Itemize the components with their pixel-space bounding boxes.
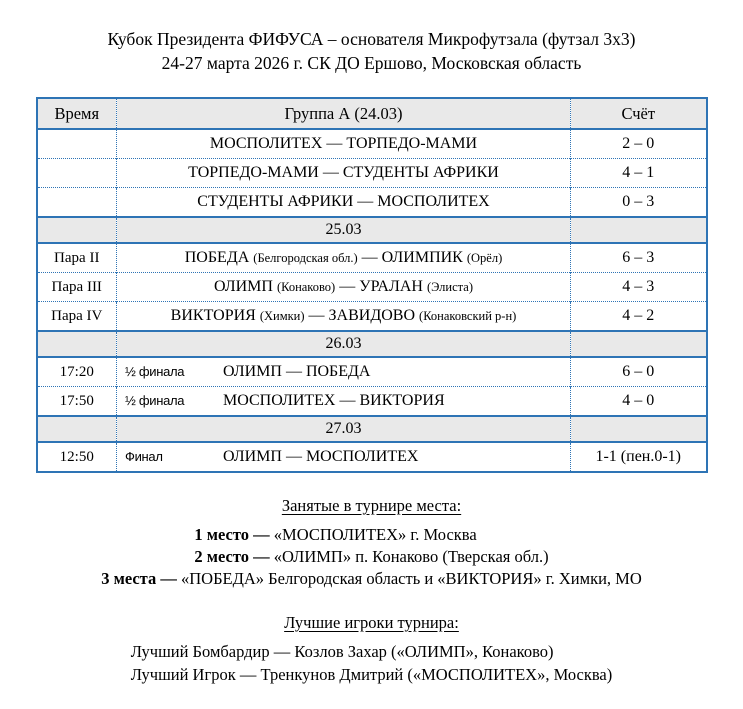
score-cell: 0 – 3 xyxy=(571,188,707,218)
match-location: (Конаково) xyxy=(276,280,336,294)
match-location: (Белгородская обл.) xyxy=(253,251,358,265)
table-header-row xyxy=(37,98,707,129)
score-cell: 4 – 2 xyxy=(571,302,707,332)
time-cell: 17:50 xyxy=(37,387,117,417)
best-players-heading: Лучшие игроки турнира: xyxy=(284,613,459,632)
time-cell: Пара II xyxy=(37,243,117,273)
stage-label: Финал xyxy=(125,449,163,464)
match-teams: ВИКТОРИЯ xyxy=(170,307,260,324)
title-line-2: 24-27 марта 2026 г. СК ДО Ершово, Московская область xyxy=(161,53,582,73)
match-teams: ОЛИМП — ПОБЕДА xyxy=(223,363,371,380)
match-row xyxy=(37,442,707,472)
place-team-text: «ПОБЕДА» Белгородская область и «ВИКТОРИЯ» г. Химки, МО xyxy=(181,569,642,588)
match-cell xyxy=(117,188,571,218)
time-cell xyxy=(37,416,117,442)
place-line xyxy=(194,524,548,546)
places-top-group xyxy=(194,524,548,568)
time-cell: 17:20 xyxy=(37,357,117,387)
match-row xyxy=(37,243,707,273)
match-teams: ОЛИМП — МОСПОЛИТЕХ xyxy=(223,448,419,465)
match-teams: — УРАЛАН xyxy=(335,278,427,295)
match-teams: СТУДЕНТЫ АФРИКИ — МОСПОЛИТЕХ xyxy=(197,193,490,210)
match-location: (Конаковский р-н) xyxy=(419,309,517,323)
match-cell xyxy=(117,357,571,387)
col-header-time: Время xyxy=(37,98,117,129)
score-cell: 6 – 0 xyxy=(571,357,707,387)
match-teams: ТОРПЕДО-МАМИ — СТУДЕНТЫ АФРИКИ xyxy=(188,164,499,181)
match-cell xyxy=(117,243,571,273)
results-table xyxy=(36,97,708,473)
title-line-1: Кубок Президента ФИФУСА – основателя Микрофутзала (футзал 3х3) xyxy=(107,29,636,49)
time-cell xyxy=(37,159,117,188)
score-cell: 2 – 0 xyxy=(571,129,707,159)
date-row xyxy=(37,416,707,442)
results-table-body xyxy=(37,98,707,472)
date-cell: 26.03 xyxy=(117,331,571,357)
score-cell xyxy=(571,416,707,442)
time-cell xyxy=(37,129,117,159)
match-teams: МОСПОЛИТЕХ — ВИКТОРИЯ xyxy=(223,392,445,409)
date-cell: 27.03 xyxy=(117,416,571,442)
match-row xyxy=(37,159,707,188)
players-group xyxy=(131,640,613,686)
place-rank-label: 2 место — xyxy=(194,547,274,566)
match-row xyxy=(37,357,707,387)
date-row xyxy=(37,331,707,357)
date-cell: 25.03 xyxy=(117,217,571,243)
time-cell xyxy=(37,217,117,243)
match-cell xyxy=(117,387,571,417)
player-line: Лучший Бомбардир — Козлов Захар («ОЛИМП», Конаково) xyxy=(130,642,554,661)
match-teams: МОСПОЛИТЕХ — ТОРПЕДО-МАМИ xyxy=(209,135,478,152)
score-cell xyxy=(571,331,707,357)
match-location: (Химки) xyxy=(259,309,305,323)
date-row xyxy=(37,217,707,243)
places-list xyxy=(0,524,743,590)
match-cell xyxy=(117,129,571,159)
time-cell: 12:50 xyxy=(37,442,117,472)
match-teams: — ОЛИМПИК xyxy=(357,249,467,266)
stage-label: ½ финала xyxy=(125,364,185,379)
match-cell xyxy=(117,302,571,332)
match-location: (Элиста) xyxy=(426,280,473,294)
place-team-text: «МОСПОЛИТЕХ» г. Москва xyxy=(273,525,477,544)
place-team-text: «ОЛИМП» п. Конаково (Тверская обл.) xyxy=(273,547,549,566)
time-cell xyxy=(37,188,117,218)
best-players-list xyxy=(0,640,743,686)
time-cell: Пара III xyxy=(37,273,117,302)
score-cell: 4 – 0 xyxy=(571,387,707,417)
places-heading: Занятые в турнире места: xyxy=(281,496,462,515)
score-cell: 4 – 3 xyxy=(571,273,707,302)
score-cell xyxy=(571,217,707,243)
score-cell: 1-1 (пен.0-1) xyxy=(571,442,707,472)
player-line: Лучший Игрок — Тренкунов Дмитрий («МОСПОЛИТЕХ», Москва) xyxy=(130,665,613,684)
match-teams: ПОБЕДА xyxy=(184,249,254,266)
place-rank-label: 3 места — xyxy=(101,569,181,588)
place-line xyxy=(0,568,743,590)
match-location: (Орёл) xyxy=(466,251,503,265)
match-cell xyxy=(117,442,571,472)
match-row xyxy=(37,273,707,302)
page-title xyxy=(0,27,743,75)
place-rank-label: 1 место — xyxy=(194,525,274,544)
score-cell: 6 – 3 xyxy=(571,243,707,273)
match-row xyxy=(37,302,707,332)
match-row xyxy=(37,387,707,417)
place-line xyxy=(194,546,548,568)
match-teams: ОЛИМП xyxy=(213,278,277,295)
stage-label: ½ финала xyxy=(125,393,185,408)
time-cell: Пара IV xyxy=(37,302,117,332)
match-row xyxy=(37,129,707,159)
match-cell xyxy=(117,159,571,188)
time-cell xyxy=(37,331,117,357)
match-cell xyxy=(117,273,571,302)
match-row xyxy=(37,188,707,218)
match-teams: — ЗАВИДОВО xyxy=(304,307,420,324)
col-header-score: Счёт xyxy=(571,98,707,129)
score-cell: 4 – 1 xyxy=(571,159,707,188)
col-header-group: Группа А (24.03) xyxy=(117,98,571,129)
